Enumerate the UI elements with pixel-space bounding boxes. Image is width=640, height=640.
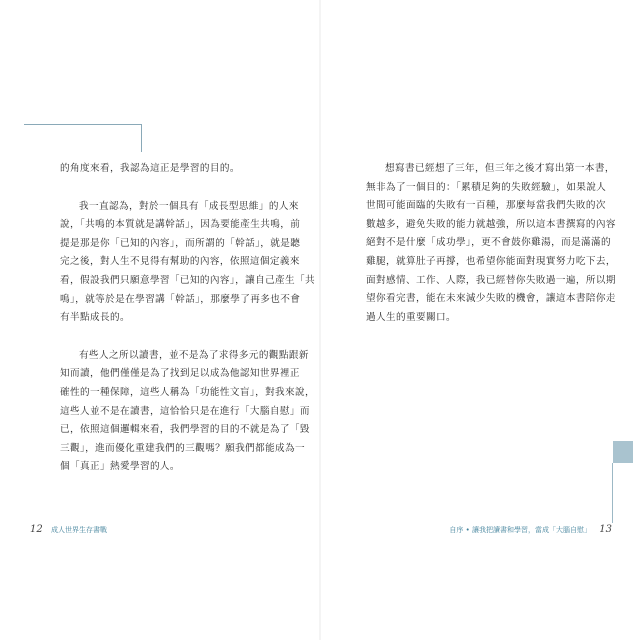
paragraph-line: 已，依照這個邏輯來看，我們學習的目的不就是為了「毀: [60, 424, 310, 436]
paragraph-line: 數越多，避免失敗的能力就越強，所以這本書撰寫的內容: [366, 218, 616, 230]
running-title: 成人世界生存書戰: [50, 526, 107, 534]
paragraph-line: 雞腿，就算肚子再撐，也希望你能面對現實努力吃下去，: [366, 255, 616, 267]
paragraph-line: 絕對不是什麼「成功學」，更不會鼓你雞湯，而是滿滿的: [366, 237, 612, 249]
paragraph-line: 鳴」，就等於是在學習講「幹話」，那麼學了再多也不會: [60, 293, 301, 305]
paragraph-line: 過人生的重要關口。: [366, 311, 456, 323]
paragraph-line: 說，「共鳴的本質就是講幹話」，因為要能產生共鳴，前: [60, 219, 301, 231]
page-gutter: [319, 0, 321, 640]
paragraph-line: 這些人並不是在讀書，這恰恰只是在進行「大腦自慰」而: [60, 405, 310, 417]
paragraph-line: 看，假設我們只願意學習「已知的內容」，讓自己產生「共: [60, 274, 316, 286]
paragraph-line: 想寫書已經想了三年，但三年之後才寫出第一本書，: [385, 163, 615, 174]
page-number: 13: [599, 524, 612, 535]
paragraph-line: 面對感情、工作、人際，我已經替你失敗過一遍，所以期: [366, 274, 616, 286]
corner-rule-vertical: [141, 124, 142, 152]
right-page-body: [366, 160, 616, 327]
bullet-separator: •: [465, 526, 470, 534]
paragraph-line: 望你看完書，能在未來減少失敗的機會，讓這本書陪你走: [366, 293, 616, 305]
paragraph-line: 完之後，對人生不見得有幫助的內容，依照這個定義來: [60, 256, 300, 268]
corner-rule-horizontal: [24, 124, 142, 125]
left-footer: [30, 524, 107, 535]
running-title: 讓我把讀書和學習，當成「大腦自慰」: [472, 526, 592, 534]
paragraph-line: 的角度來看，我認為這正是學習的目的。: [60, 163, 240, 174]
paragraph-line: 知而讀，他們僅僅是為了找到足以成為他認知世界裡正: [60, 368, 300, 380]
paragraph-line: 有些人之所以讀書，並不是為了求得多元的觀點跟新: [79, 349, 309, 361]
section-label: 自序: [449, 526, 464, 534]
left-page-body: [60, 160, 316, 477]
right-footer: [449, 524, 612, 535]
chapter-tab-marker: [613, 441, 633, 463]
paragraph-line: 有半點成長的。: [60, 312, 130, 324]
paragraph-line: 我一直認為，對於一個具有「成長型思維」的人來: [79, 200, 299, 212]
chapter-tab-rule: [612, 463, 613, 523]
paragraph-line: 世間可能面臨的失敗有一百種，那麼每當我們失敗的次: [366, 200, 606, 212]
paragraph-line: 無非為了一個目的：「累積足夠的失敗經驗」，如果說人: [366, 181, 607, 193]
page-number: 12: [30, 524, 43, 535]
paragraph-line: 三觀」，進而優化重建我們的三觀嗎？願我們都能成為一: [60, 442, 306, 454]
paragraph-line: 個「真正」熱愛學習的人。: [60, 461, 180, 473]
paragraph-line: 確性的一種保障，這些人稱為「功能性文盲」，對我來說，: [60, 386, 316, 398]
paragraph-line: 提是那是你「已知的內容」，而所謂的「幹話」，就是聽: [60, 237, 301, 249]
